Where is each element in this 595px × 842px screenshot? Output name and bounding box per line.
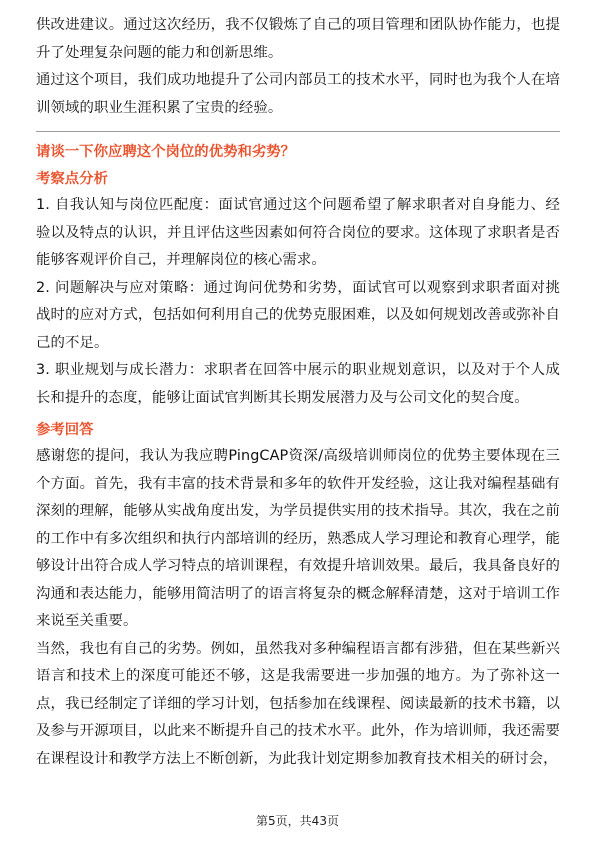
analysis-item: 3. 职业规划与成长潜力：求职者在回答中展示的职业规划意识，以及对于个人成长和提升的态度，能够让面试官判断其长期发展潜力及与公司文化的契合度。 [36,362,560,406]
answer-paragraph: 感谢您的提问，我认为我应聘PingCAP资深/高级培训师岗位的优势主要体现在三个方面。首先，我有丰富的技术背景和多年的软件开发经验，这让我对编程基础有深刻的理解，能够从实战角度出发，为学员提供实用的技术指导。其次，我在之前的工作中有多次组织和执行内部培训的经历，熟悉成人学习理论和教育心理学，能够设计出符合成人学习特点的培训课程，有效提升培训效果。最后，我具备良好的沟通和表达能力，能够用简洁明了的语言将复杂的概念解释清楚，这对于培训工作来说至关重要。 [36,448,560,629]
analysis-heading: 考察点分析 [36,171,108,187]
section-divider [36,131,560,132]
answer-heading: 参考回答 [36,422,94,438]
analysis-item: 2. 问题解决与应对策略：通过询问优势和劣势，面试官可以观察到求职者面对挑战时的应对方式，包括如何利用自己的优势克服困难，以及如何规划改善或弥补自己的不足。 [36,279,560,351]
document-page [36,12,560,773]
intro-paragraph: 通过这个项目，我们成功地提升了公司内部员工的技术水平，同时也为我个人在培训领域的职业生涯积累了宝贵的经验。 [36,72,560,116]
question-title: 请谈一下你应聘这个岗位的优势和劣势？ [36,144,296,160]
page-footer: 第5页，共43页 [256,814,339,828]
analysis-item: 1. 自我认知与岗位匹配度：面试官通过这个问题希望了解求职者对自身能力、经验以及特点的认识，并且评估这些因素如何符合岗位的要求。这体现了求职者是否能够客观评价自己，并理解岗位的核心需求。 [36,197,560,268]
answer-paragraph: 当然，我也有自己的劣势。例如，虽然我对多种编程语言都有涉猎，但在某些新兴语言和技术上的深度可能还不够，这是我需要进一步加强的地方。为了弥补这一点，我已经制定了详细的学习计划，包括参加在线课程、阅读最新的技术书籍，以及参与开源项目，以此来不断提升自己的技术水平。此外，作为培训师，我还需要在课程设计和教学方法上不断创新，为此我计划定期参加教育技术相关的研讨会， [36,640,560,767]
intro-paragraph: 供改进建议。通过这次经历，我不仅锻炼了自己的项目管理和团队协作能力，也提升了处理复杂问题的能力和创新思维。 [36,17,560,61]
